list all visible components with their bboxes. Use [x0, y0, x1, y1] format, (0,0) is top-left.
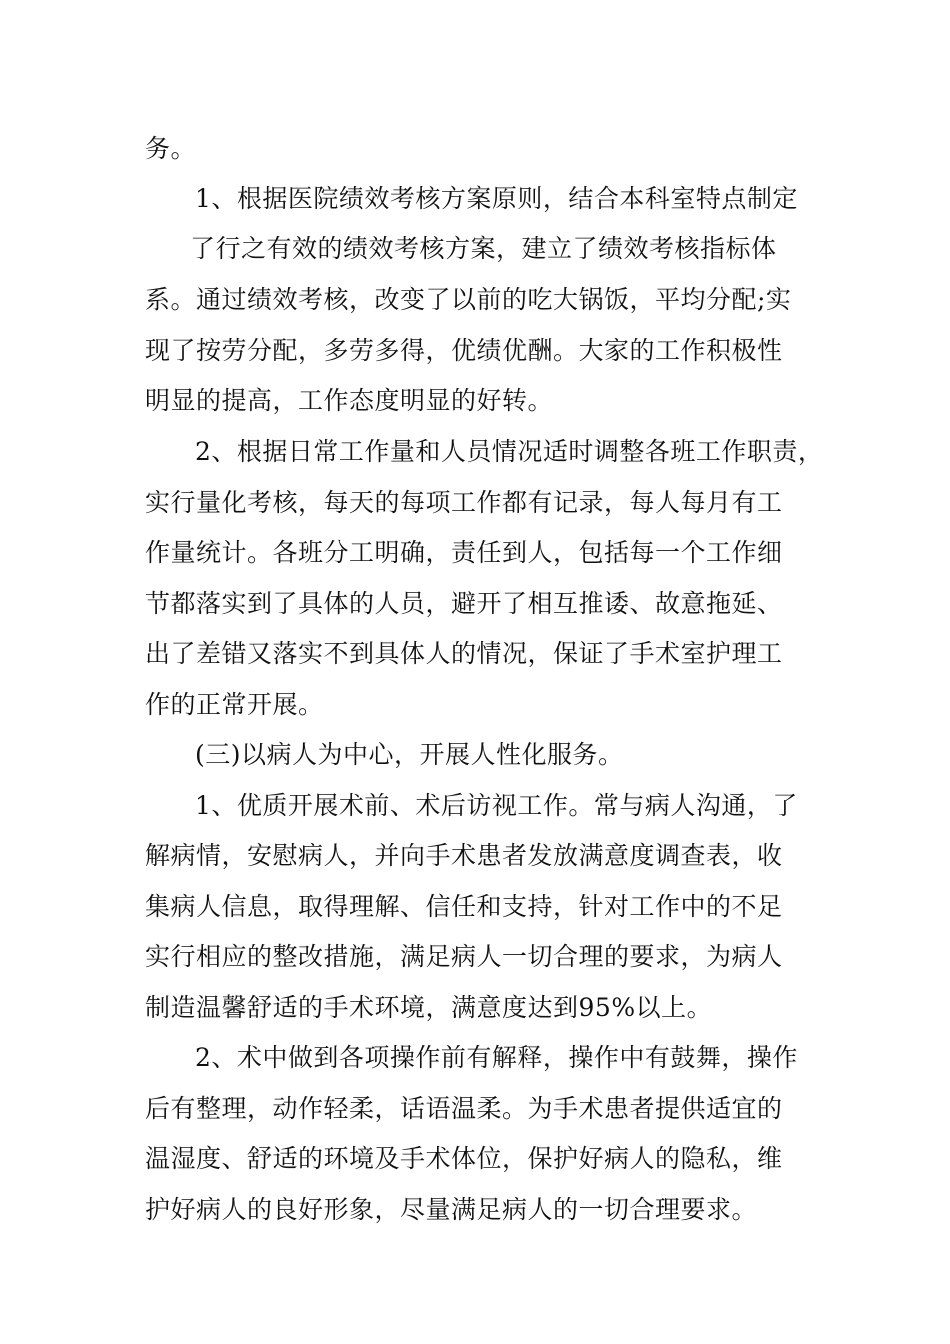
text-line: 节都落实到了具体的人员，避开了相互推诿、故意拖延、: [145, 589, 783, 618]
text-line: 2、术中做到各项操作前有解释，操作中有鼓舞，操作: [195, 1043, 798, 1072]
text-line: 解病情，安慰病人，并向手术患者发放满意度调查表，收: [145, 841, 783, 870]
text-line: 1、根据医院绩效考核方案原则，结合本科室特点制定: [195, 184, 798, 213]
section-heading: (三)以病人为中心，开展人性化服务。: [195, 740, 624, 769]
text-line: 实行相应的整改措施，满足病人一切合理的要求，为病人: [145, 942, 783, 971]
text-line: 系。通过绩效考核，改变了以前的吃大锅饭，平均分配;实: [145, 285, 792, 314]
text-line: 集病人信息，取得理解、信任和支持，针对工作中的不足: [145, 892, 783, 921]
text-line: 出了差错又落实不到具体人的情况，保证了手术室护理工: [145, 639, 783, 668]
text-line: 2、根据日常工作量和人员情况适时调整各班工作职责，: [195, 437, 824, 466]
text-line: 明显的提高，工作态度明显的好转。: [145, 386, 554, 415]
text-line: 作的正常开展。: [145, 690, 324, 719]
text-line: 后有整理，动作轻柔，话语温柔。为手术患者提供适宜的: [145, 1094, 783, 1123]
text-line: 了行之有效的绩效考核方案，建立了绩效考核指标体: [190, 234, 777, 263]
text-line: 务。: [145, 134, 197, 163]
text-line: 作量统计。各班分工明确，责任到人，包括每一个工作细: [145, 538, 783, 567]
text-line: 实行量化考核，每天的每项工作都有记录，每人每月有工: [145, 488, 783, 517]
text-line: 现了按劳分配，多劳多得，优绩优酬。大家的工作积极性: [145, 336, 783, 365]
text-line: 制造温馨舒适的手术环境，满意度达到95%以上。: [145, 993, 713, 1022]
text-line: 温湿度、舒适的环境及手术体位，保护好病人的隐私，维: [145, 1144, 783, 1173]
text-line: 护好病人的良好形象，尽量满足病人的一切合理要求。: [145, 1195, 758, 1224]
text-line: 1、优质开展术前、术后访视工作。常与病人沟通，了: [195, 791, 798, 820]
